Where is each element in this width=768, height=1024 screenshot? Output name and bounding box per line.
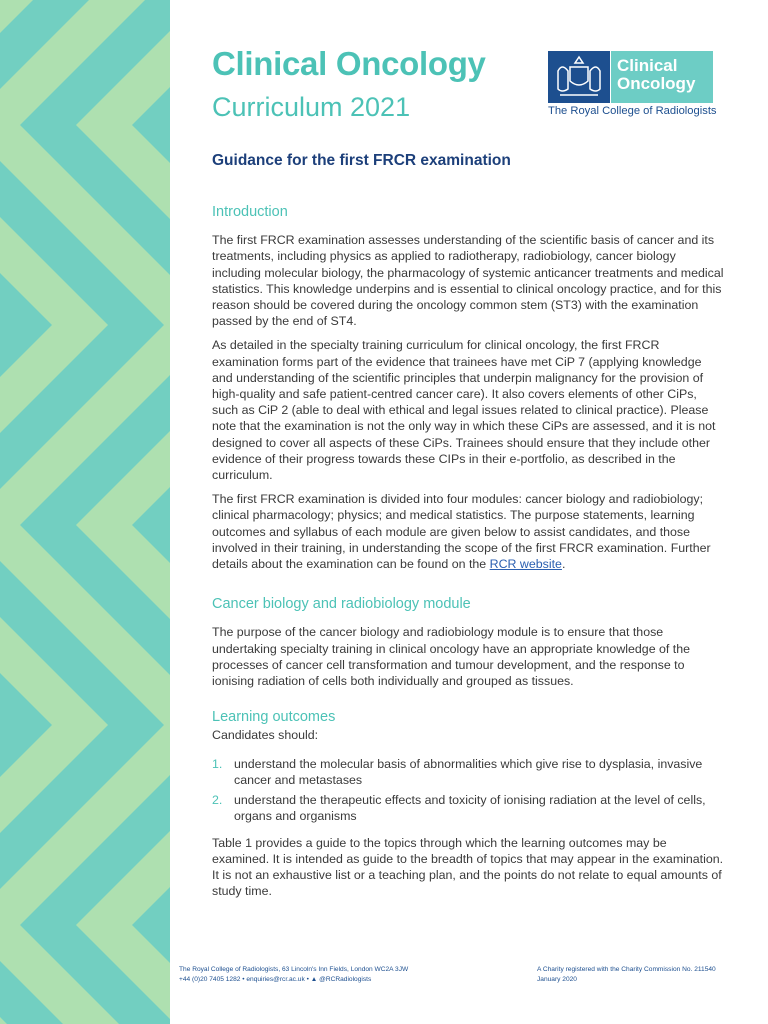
item-number: 2. [212,793,223,808]
outcomes-list [212,756,724,825]
contact-line [179,975,408,985]
logo-line-2: Oncology [617,74,696,93]
footer-address [179,965,408,985]
intro-paragraph-3 [212,491,724,572]
twitter-handle[interactable]: @RCRadiologists [319,976,372,983]
contact: +44 (0)20 7405 1282 • enquiries@rcr.ac.uk • [179,976,309,983]
introduction-heading: Introduction [212,204,288,220]
list-item [212,792,724,824]
intro-paragraph-3-text: The first FRCR examination is divided into four modules: cancer biology and radiobiology; clinical pharmacology; physics; and medical statistics. The purpose statements, learning outcomes and syllabus of each module are given below to assist candidates, and those involved in their training, in understanding the scope of the first FRCR examination. Further details about the examination can be found on the [212,492,711,572]
module-paragraph: The purpose of the cancer biology and radiobiology module is to ensure that those undertaking specialty training in clinical oncology have an appropriate knowledge of the processes of cancer cell transformation and tumour development, and the response to ionising radiation of cells both individually and grouped as tissues. [212,625,691,689]
intro-paragraph-1: The first FRCR examination assesses understanding of the scientific basis of cancer and its treatments, including physics as applied to radiotherapy, radiobiology, cancer biology including molecular biology, the pharmacology of systemic anticancer treatments and medical statistics. This knowledge underpins and is essential to clinical oncology practice, and for this reason should be covered during the oncology common stem (ST3) with the examination passed by the end of ST4. [212,233,724,329]
intro-paragraph-2: As detailed in the specialty training curriculum for clinical oncology, the first FRCR examination forms part of the evidence that trainees have met CiP 7 (applying knowledge and understanding of the scientific principles that underpin malignancy for the provision of high-quality and safe patient-centred cancer care). It also covers elements of other CiPs, such as CiP 2 (able to deal with ethical and legal issues related to clinical practice). Please note that the examination is not the only way in which these CiPs are assessed, and it is not designed to cover all aspects of these CiPs. Trainees should ensure that they include other evidence of their progress towards these CIPs in their e-portfolio, as described in the curriculum. [212,338,716,483]
rcr-website-link[interactable]: RCR website [489,557,562,572]
item-number: 1. [212,756,223,771]
address: The Royal College of Radiologists, 63 Lincoln's Inn Fields, London WC2A 3JW [179,966,409,973]
item-text: understand the molecular basis of abnormalities which give rise to dysplasia, invasive cancer and metastases [234,756,703,787]
date: January 2020 [537,976,577,983]
item-text: understand the therapeutic effects and toxicity of ionising radiation at the level of cells, organs and organisms [234,793,706,824]
period: . [561,557,566,572]
document-subtitle: Curriculum 2021 [212,92,411,122]
module-heading: Cancer biology and radiobiology module [212,596,471,613]
chevron-pattern [0,0,170,1024]
candidates-lead: Candidates should: [212,728,319,743]
learning-outcomes-heading: Learning outcomes [212,709,336,726]
list-item [212,756,724,788]
table-guide-paragraph: Table 1 provides a guide to the topics through which the learning outcomes may be examined. It is intended as guide to the breadth of topics that may appear in the examination. It is not an exhaustive list or a teaching plan, and the points do not relate to equal amounts of study time. [212,835,724,899]
logo-wordmark [611,51,713,103]
charity-number: A Charity registered with the Charity Commission No. 211540 [537,966,716,973]
logo-org-name: The Royal College of Radiologists [548,105,717,117]
twitter-icon: ▲ [310,976,318,983]
footer-charity [537,965,716,985]
logo-line-1: Clinical [617,56,678,75]
guidance-heading: Guidance for the first FRCR examination [212,152,511,169]
document-title: Clinical Oncology [212,45,486,82]
crest-icon [548,51,610,103]
